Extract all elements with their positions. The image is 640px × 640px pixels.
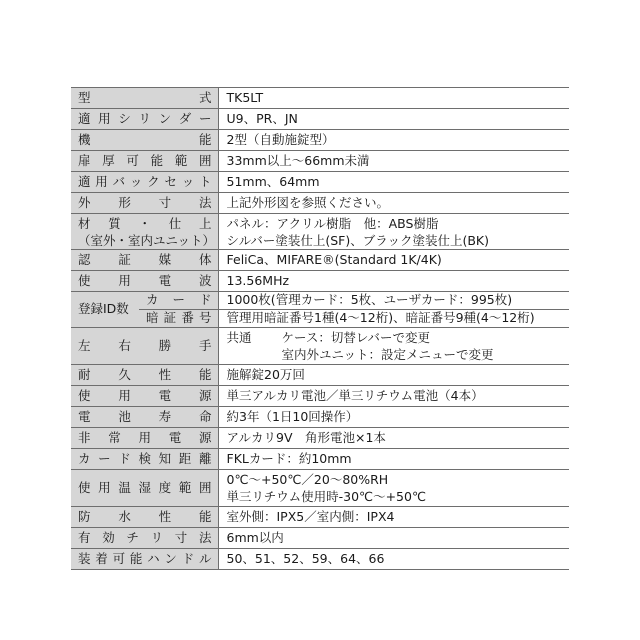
key-glyph: 用 xyxy=(138,429,151,445)
key-glyph: 能 xyxy=(129,550,143,566)
key-glyph: 式 xyxy=(198,89,212,105)
value-battery-life: 約3年（1日10回操作） xyxy=(218,407,569,428)
key-glyph: 能 xyxy=(198,131,212,147)
row-power xyxy=(71,386,569,407)
value-cylinder: U9、PR、JN xyxy=(218,109,569,130)
key-glyph: 暗 xyxy=(146,310,159,326)
key-glyph: 源 xyxy=(198,429,212,445)
row-temp xyxy=(71,470,569,507)
key-waterproof xyxy=(71,507,218,528)
key-text xyxy=(78,215,212,232)
key-glyph: 防 xyxy=(78,508,91,524)
key-glyph: 源 xyxy=(198,387,212,403)
key-text xyxy=(78,368,212,382)
key-glyph: カ xyxy=(78,450,91,466)
key-material xyxy=(71,214,218,250)
key-glyph: ン xyxy=(158,110,172,126)
row-radio xyxy=(71,271,569,292)
value-dims: 上記外形図を参照ください。 xyxy=(218,193,569,214)
key-media xyxy=(71,250,218,271)
key-glyph: 池 xyxy=(118,408,131,424)
key-glyph: ・ xyxy=(138,215,151,231)
key-glyph: 耐 xyxy=(78,366,91,382)
key-card-range xyxy=(71,449,218,470)
key-glyph: ー xyxy=(198,110,212,126)
key-backset xyxy=(71,172,218,193)
value-registration-pin: 管理用暗証番号1種(4〜12桁)、暗証番号9種(4〜12桁) xyxy=(218,310,569,328)
key-text xyxy=(78,253,212,267)
key-subtext: （室外・室内ユニット） xyxy=(78,232,216,248)
key-glyph: 外 xyxy=(78,194,91,210)
key-text xyxy=(78,552,212,566)
key-glyph: 使 xyxy=(78,479,91,495)
key-durability xyxy=(71,365,218,386)
key-glyph: 媒 xyxy=(158,251,172,267)
key-glyph: 囲 xyxy=(198,479,212,495)
value-handing xyxy=(218,328,569,365)
key-glyph: 電 xyxy=(168,429,182,445)
key-glyph: 扉 xyxy=(78,152,91,168)
row-registration-card xyxy=(71,292,569,310)
handing-common: 共通 xyxy=(226,330,252,345)
key-emergency xyxy=(71,428,218,449)
row-model xyxy=(71,88,569,109)
key-registration-card xyxy=(139,292,218,310)
key-glyph: シ xyxy=(118,110,131,126)
row-waterproof xyxy=(71,507,569,528)
key-text xyxy=(146,293,212,307)
key-glyph: 能 xyxy=(198,366,212,382)
key-text xyxy=(146,311,212,325)
value-backset: 51mm、64mm xyxy=(218,172,569,193)
key-glyph: 非 xyxy=(78,429,91,445)
key-glyph: 号 xyxy=(198,310,212,326)
key-glyph: 体 xyxy=(198,251,212,267)
value-line: パネル：アクリル樹脂 他：ABS樹脂 xyxy=(226,215,439,231)
key-glyph: 範 xyxy=(174,152,188,168)
key-text xyxy=(78,410,212,424)
handing-block xyxy=(227,329,570,363)
value-line: シルバー塗装仕上(SF)、ブラック塗装仕上(BK) xyxy=(226,232,489,248)
value-media: FeliCa、MIFARE®(Standard 1K/4K) xyxy=(218,250,569,271)
key-cylinder xyxy=(71,109,218,130)
key-glyph: 湿 xyxy=(138,479,151,495)
key-glyph: 検 xyxy=(138,450,151,466)
key-glyph: ン xyxy=(164,550,177,566)
key-glyph: 装 xyxy=(78,550,91,566)
key-glyph: ハ xyxy=(147,550,160,566)
value-model: TK5LT xyxy=(218,88,569,109)
key-temp xyxy=(71,470,218,507)
value-dust: 6mm以内 xyxy=(218,528,569,549)
key-text xyxy=(78,91,212,105)
key-text xyxy=(78,431,212,445)
key-text xyxy=(78,531,212,545)
value-line: ケース：切替レバーで変更 xyxy=(281,330,431,345)
key-glyph: 度 xyxy=(158,479,172,495)
key-glyph: 適 xyxy=(78,110,91,126)
key-glyph: 手 xyxy=(198,337,212,353)
key-glyph: 電 xyxy=(78,408,91,424)
key-glyph: 適 xyxy=(78,173,91,189)
key-glyph: ッ xyxy=(181,173,195,189)
row-card-range xyxy=(71,449,569,470)
value-door: 33mm以上〜66mm未満 xyxy=(218,151,569,172)
value-emergency: アルカリ9V 角形電池×1本 xyxy=(218,428,569,449)
key-glyph: 用 xyxy=(118,387,131,403)
row-material xyxy=(71,214,569,250)
value-line: 室内外ユニット：設定メニューで変更 xyxy=(281,347,494,362)
key-glyph: 認 xyxy=(78,251,91,267)
key-glyph: 仕 xyxy=(168,215,182,231)
key-glyph: 用 xyxy=(118,272,131,288)
key-registration-pin xyxy=(139,310,218,328)
value-registration-card: 1000枚(管理カード：5枚、ユーザカード：995枚) xyxy=(218,292,569,310)
key-glyph: 可 xyxy=(112,550,126,566)
row-function xyxy=(71,130,569,151)
key-glyph: ク xyxy=(147,173,160,189)
key-text xyxy=(78,133,212,147)
key-glyph: 範 xyxy=(178,479,192,495)
key-glyph: 法 xyxy=(198,194,212,210)
key-text xyxy=(78,481,212,495)
key-glyph: ド xyxy=(181,550,195,566)
key-glyph: 質 xyxy=(108,215,121,231)
key-glyph: 命 xyxy=(198,408,212,424)
key-glyph: 水 xyxy=(118,508,131,524)
row-emergency xyxy=(71,428,569,449)
row-dust xyxy=(71,528,569,549)
value-function: 2型（自動施錠型） xyxy=(218,130,569,151)
key-text xyxy=(78,389,212,403)
key-glyph: 電 xyxy=(158,387,172,403)
row-cylinder xyxy=(71,109,569,130)
row-handing xyxy=(71,328,569,365)
key-glyph: 用 xyxy=(95,173,108,189)
key-glyph: 可 xyxy=(126,152,139,168)
key-glyph: ー xyxy=(98,450,111,466)
key-dust xyxy=(71,528,218,549)
row-dims xyxy=(71,193,569,214)
key-text xyxy=(78,339,212,353)
key-glyph: 法 xyxy=(198,529,212,545)
key-glyph: カ xyxy=(146,292,159,308)
key-glyph: 証 xyxy=(163,310,177,326)
key-glyph: ト xyxy=(198,173,212,189)
key-glyph: 電 xyxy=(158,272,172,288)
key-glyph: 上 xyxy=(198,215,212,231)
key-glyph: 久 xyxy=(118,366,131,382)
key-glyph: 形 xyxy=(118,194,131,210)
value-line: 0℃〜+50℃／20〜80%RH xyxy=(226,472,389,487)
key-glyph: ド xyxy=(198,292,212,308)
key-text xyxy=(78,510,212,524)
key-glyph: 性 xyxy=(158,508,172,524)
key-glyph: 寸 xyxy=(158,194,172,210)
key-text xyxy=(78,175,212,189)
key-glyph: ッ xyxy=(129,173,143,189)
handing-details xyxy=(282,329,494,363)
spec-table xyxy=(71,87,569,570)
key-glyph: 離 xyxy=(198,450,212,466)
key-door xyxy=(71,151,218,172)
key-glyph: ダ xyxy=(178,110,192,126)
row-registration-pin xyxy=(71,310,569,328)
key-glyph: 性 xyxy=(158,366,172,382)
key-glyph: ド xyxy=(118,450,131,466)
key-glyph: 使 xyxy=(78,387,91,403)
key-glyph: 温 xyxy=(118,479,131,495)
value-durability: 施解錠20万回 xyxy=(218,365,569,386)
key-glyph: 有 xyxy=(78,529,91,545)
key-glyph: 囲 xyxy=(198,152,212,168)
key-glyph: 能 xyxy=(198,508,212,524)
key-glyph: 知 xyxy=(158,450,172,466)
key-text xyxy=(78,196,212,210)
key-handing xyxy=(71,328,218,365)
row-door xyxy=(71,151,569,172)
key-glyph: 常 xyxy=(108,429,121,445)
key-glyph: 寿 xyxy=(158,408,172,424)
key-glyph: 証 xyxy=(118,251,131,267)
key-registration: 登録ID数 xyxy=(71,292,139,328)
key-battery-life xyxy=(71,407,218,428)
value-line: 単三リチウム使用時-30℃〜+50℃ xyxy=(226,489,426,504)
key-radio xyxy=(71,271,218,292)
key-text xyxy=(78,154,212,168)
key-function xyxy=(71,130,218,151)
value-waterproof: 室外側：IPX5／室内側：IPX4 xyxy=(218,507,569,528)
key-glyph: 寸 xyxy=(174,529,188,545)
key-glyph: 波 xyxy=(198,272,212,288)
key-glyph: 材 xyxy=(78,215,91,231)
value-temp xyxy=(218,470,569,507)
key-dims xyxy=(71,193,218,214)
row-handles xyxy=(71,549,569,570)
key-glyph: 距 xyxy=(178,450,192,466)
key-text xyxy=(78,274,212,288)
key-glyph: 勝 xyxy=(158,337,172,353)
key-glyph: 用 xyxy=(98,479,111,495)
key-glyph: 厚 xyxy=(102,152,115,168)
row-battery-life xyxy=(71,407,569,428)
value-radio: 13.56MHz xyxy=(218,271,569,292)
key-text xyxy=(78,452,212,466)
key-glyph: 着 xyxy=(95,550,108,566)
value-card-range: FKLカード：約10mm xyxy=(218,449,569,470)
key-glyph: 用 xyxy=(98,110,111,126)
key-glyph: バ xyxy=(112,173,126,189)
key-glyph: 左 xyxy=(78,337,91,353)
value-material xyxy=(218,214,569,250)
key-glyph: セ xyxy=(164,173,177,189)
row-durability xyxy=(71,365,569,386)
key-glyph: 番 xyxy=(181,310,194,326)
key-text xyxy=(78,112,212,126)
key-power xyxy=(71,386,218,407)
key-glyph: チ xyxy=(126,529,139,545)
key-handles xyxy=(71,549,218,570)
key-glyph: 右 xyxy=(118,337,131,353)
value-power: 単三アルカリ電池／単三リチウム電池（4本） xyxy=(218,386,569,407)
key-glyph: 型 xyxy=(78,89,91,105)
row-backset xyxy=(71,172,569,193)
key-glyph: 能 xyxy=(150,152,164,168)
key-glyph: リ xyxy=(150,529,164,545)
value-handles: 50、51、52、59、64、66 xyxy=(218,549,569,570)
key-model xyxy=(71,88,218,109)
key-glyph: 効 xyxy=(102,529,115,545)
key-glyph: 使 xyxy=(78,272,91,288)
key-glyph: リ xyxy=(138,110,151,126)
key-glyph: 機 xyxy=(78,131,91,147)
key-glyph: ル xyxy=(198,550,212,566)
row-media xyxy=(71,250,569,271)
key-glyph: ー xyxy=(172,292,185,308)
